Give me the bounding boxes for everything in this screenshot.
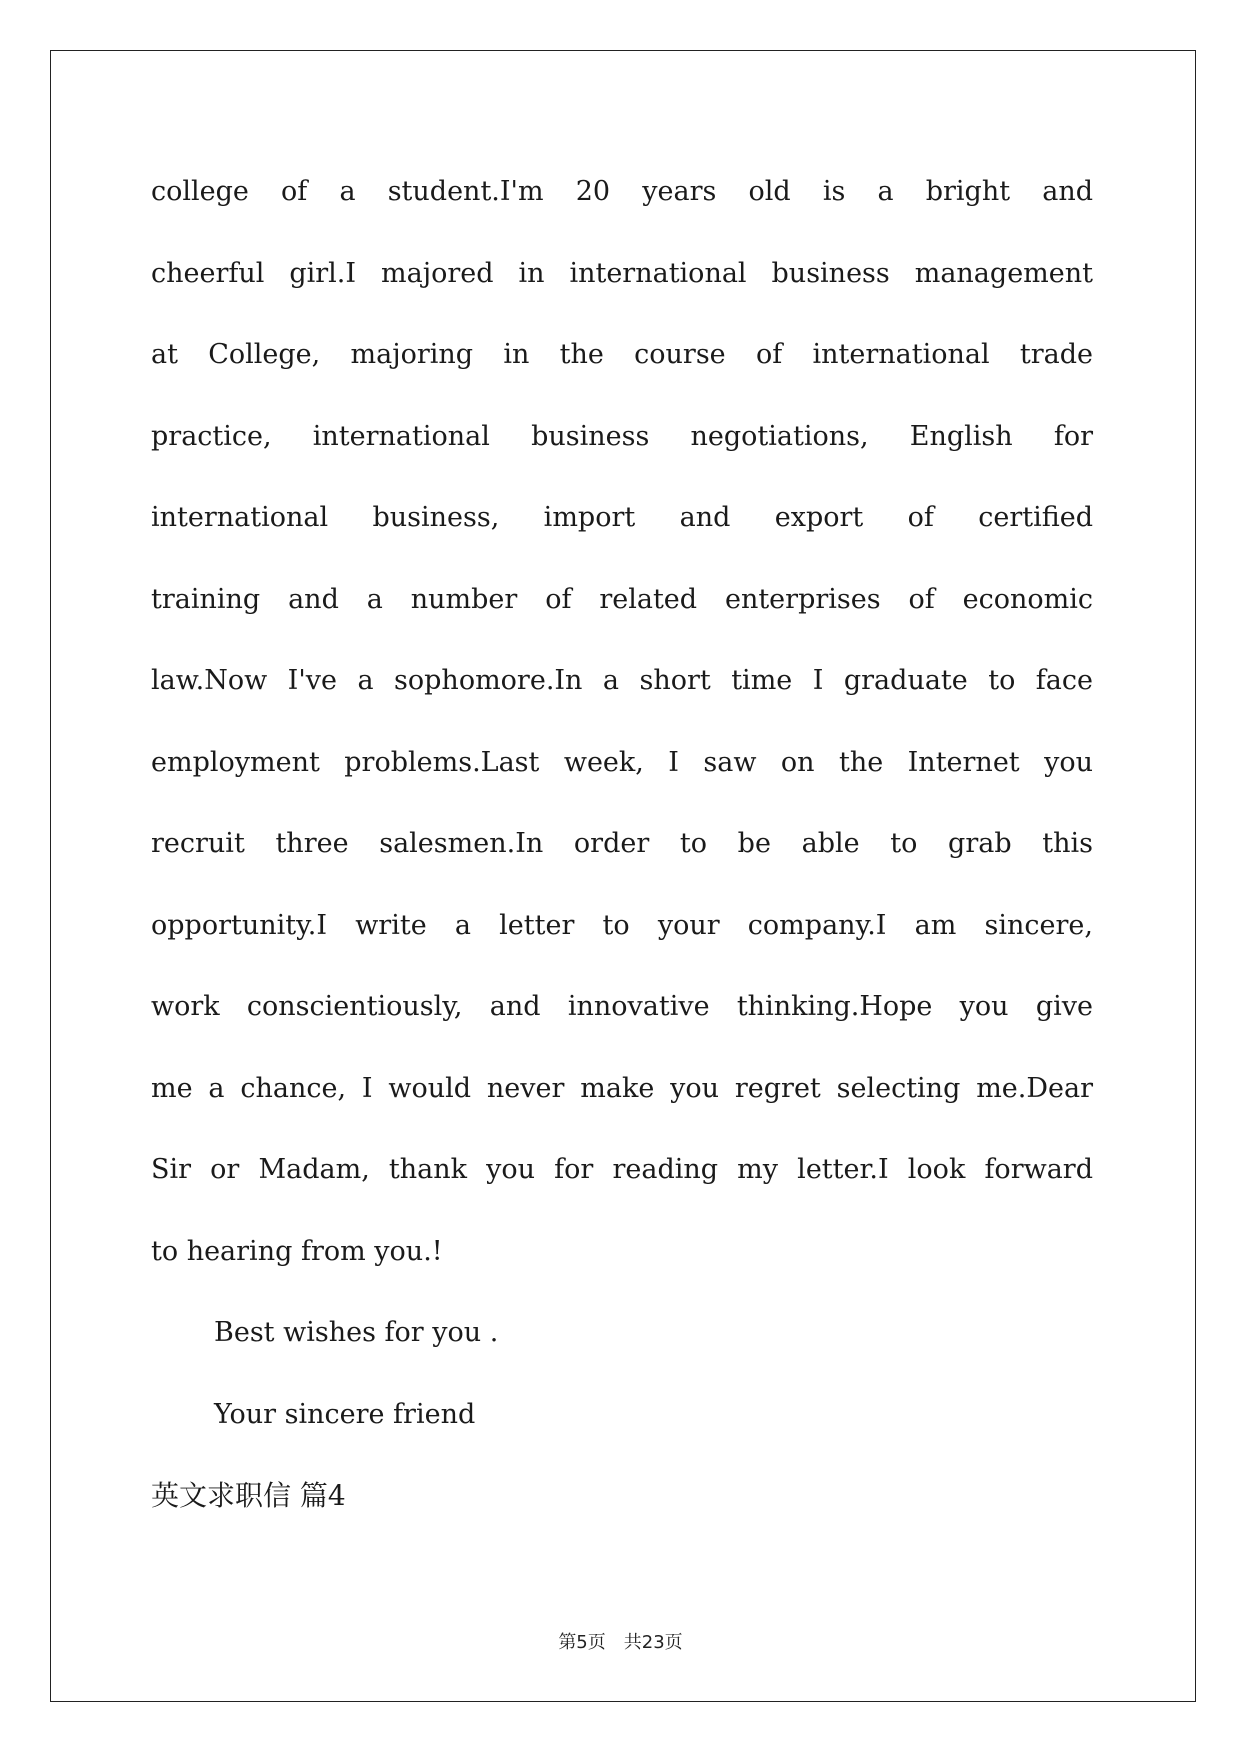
body-line-6: training and a number of related enterprises of economic xyxy=(151,583,1093,615)
body-line-14: to hearing from you.! xyxy=(151,1235,443,1267)
letter-body xyxy=(151,162,1093,1466)
body-line-4: practice, international business negotiations, English for xyxy=(151,420,1093,452)
body-line-1: college of a student.I'm 20 years old is a bright and xyxy=(151,176,1093,207)
body-line-5: international business, import and export of certified xyxy=(151,502,1093,533)
closing-line: Best wishes for you . xyxy=(214,1317,499,1348)
body-line-12: me a chance, I would never make you regret selecting me.Dear xyxy=(151,1072,1093,1104)
page-number-footer: 第5页 共23页 xyxy=(558,1632,683,1653)
body-line-11: work conscientiously, and innovative thinking.Hope you give xyxy=(151,991,1093,1022)
body-line-9: recruit three salesmen.In order to be able to grab this xyxy=(151,828,1093,859)
body-line-13: Sir or Madam, thank you for reading my letter.I look forward xyxy=(151,1154,1093,1185)
body-line-2: cheerful girl.I majored in international business management xyxy=(151,257,1093,289)
body-line-3: at College, majoring in the course of international trade xyxy=(151,339,1093,370)
signature-line: Your sincere friend xyxy=(214,1398,476,1430)
section-heading: 英文求职信 篇4 xyxy=(151,1479,346,1512)
body-line-8: employment problems.Last week, I saw on the Internet you xyxy=(151,746,1093,778)
body-line-7: law.Now I've a sophomore.In a short time I graduate to face xyxy=(151,665,1093,696)
body-line-10: opportunity.I write a letter to your company.I am sincere, xyxy=(151,909,1093,941)
